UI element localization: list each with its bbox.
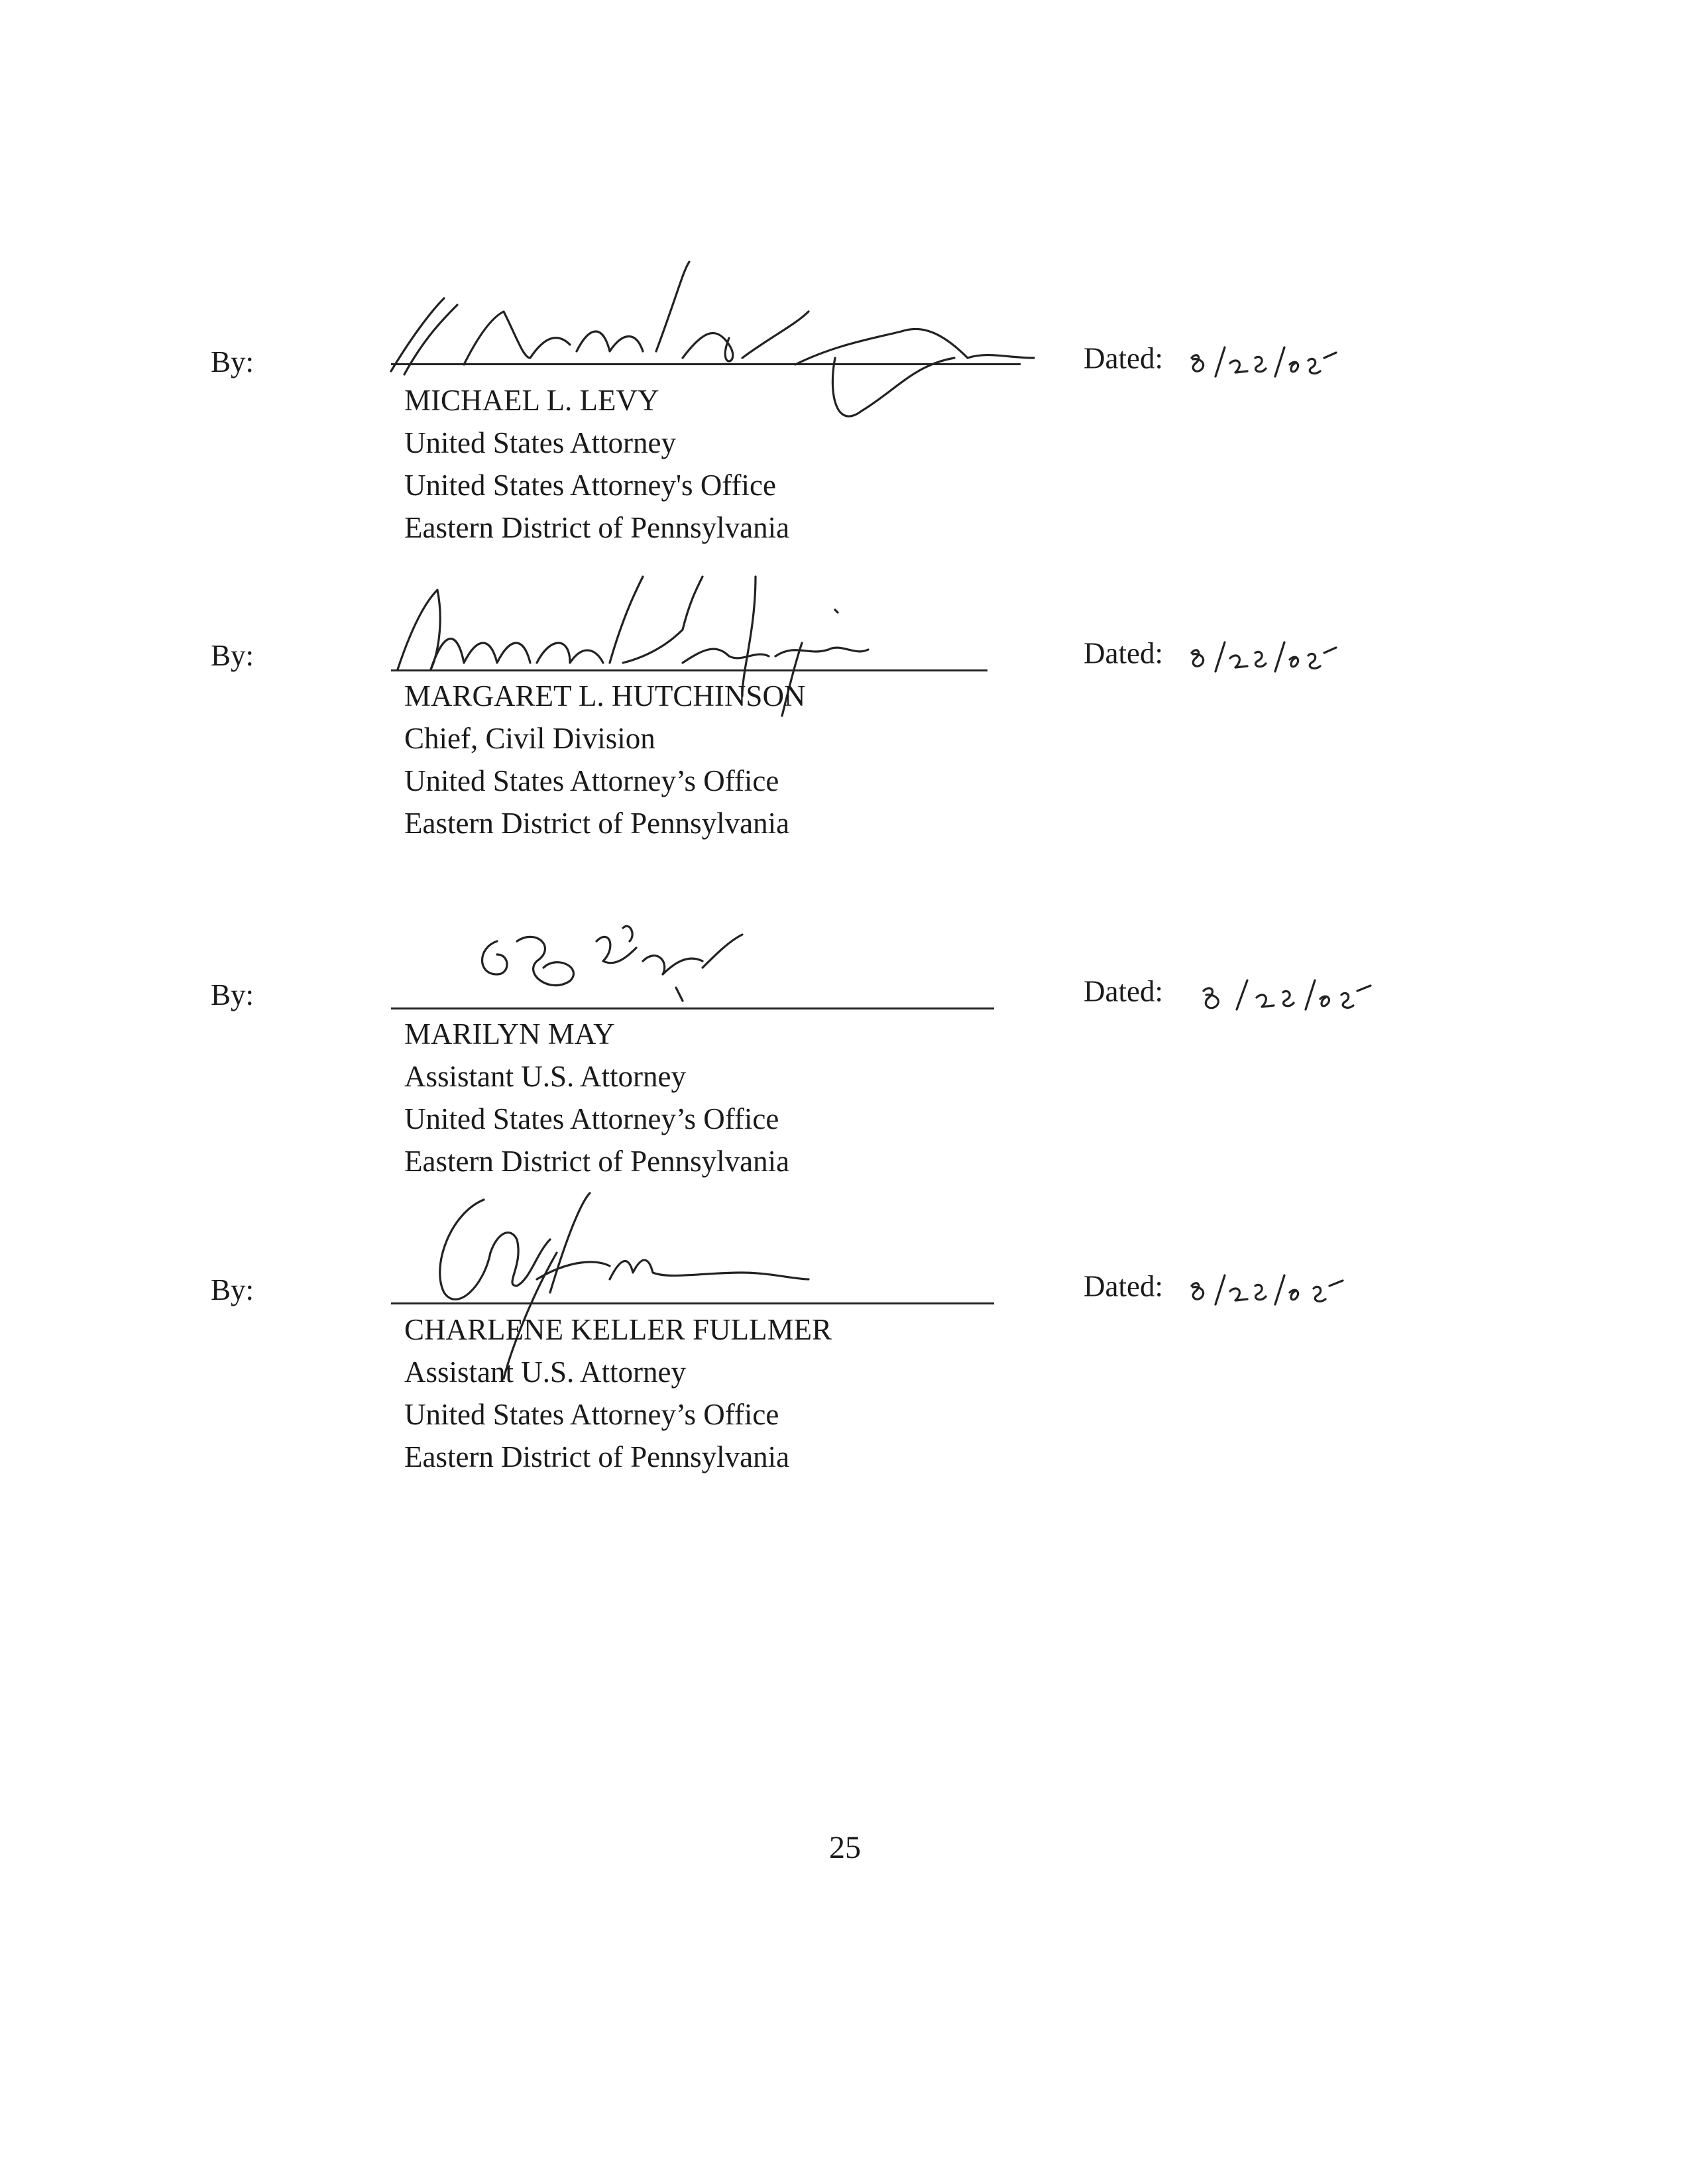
- page-number: 25: [829, 1830, 861, 1865]
- signatory-title: Assistant U.S. Attorney: [404, 1355, 687, 1389]
- signatory-district: Eastern District of Pennsylvania: [404, 1145, 790, 1178]
- dated-field: [1084, 971, 1382, 1017]
- handwritten-date-3: [1184, 971, 1382, 1017]
- signatory-name: MICHAEL L. LEVY: [404, 384, 659, 417]
- signatory-district: Eastern District of Pennsylvania: [404, 1440, 790, 1473]
- signatory-title: Assistant U.S. Attorney: [404, 1060, 687, 1093]
- dated-label: Dated:: [1084, 341, 1163, 375]
- signatory-info: [404, 1013, 789, 1182]
- signatory-title: United States Attorney: [404, 426, 676, 459]
- signatory-office: United States Attorney’s Office: [404, 764, 779, 797]
- dated-field: [1084, 1266, 1356, 1312]
- dated-label: Dated:: [1084, 1269, 1163, 1303]
- signature-line: [391, 1007, 994, 1009]
- by-label: By:: [211, 1273, 254, 1306]
- handwritten-date-1: [1184, 338, 1343, 384]
- by-label: By:: [211, 345, 254, 378]
- signatory-district: Eastern District of Pennsylvania: [404, 511, 790, 544]
- signatory-office: United States Attorney's Office: [404, 469, 776, 502]
- by-label: By:: [211, 639, 254, 672]
- signatory-district: Eastern District of Pennsylvania: [404, 807, 790, 840]
- by-label: By:: [211, 978, 254, 1011]
- dated-field: [1084, 338, 1343, 384]
- signatory-info: [404, 379, 789, 549]
- signature-line: [391, 669, 987, 671]
- signatory-name: CHARLENE KELLER FULLMER: [404, 1313, 832, 1346]
- handwritten-date-2: [1184, 633, 1343, 679]
- signature-line: [391, 1302, 994, 1304]
- signatory-office: United States Attorney’s Office: [404, 1398, 779, 1431]
- dated-label: Dated:: [1084, 974, 1163, 1008]
- handwritten-date-4: [1184, 1266, 1356, 1312]
- signatory-info: [404, 675, 805, 844]
- signatory-name: MARGARET L. HUTCHINSON: [404, 679, 806, 713]
- signatory-office: United States Attorney’s Office: [404, 1102, 779, 1135]
- signatory-title: Chief, Civil Division: [404, 722, 655, 755]
- signature-line: [391, 363, 1021, 365]
- signatory-name: MARILYN MAY: [404, 1017, 615, 1051]
- dated-field: [1084, 633, 1343, 679]
- signatory-info: [404, 1308, 832, 1478]
- dated-label: Dated:: [1084, 636, 1163, 670]
